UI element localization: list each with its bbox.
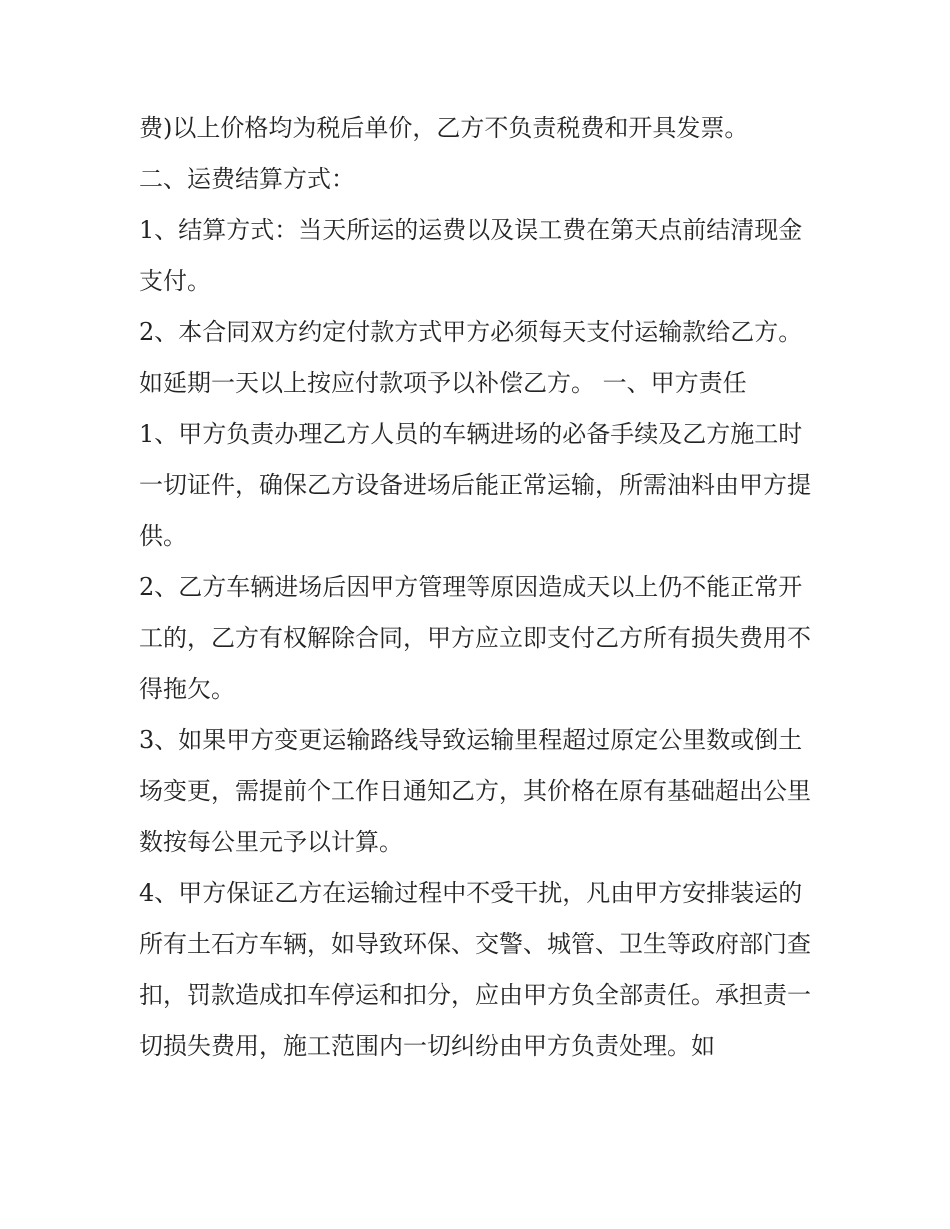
paragraph: 1、甲方负责办理乙方人员的车辆进场的必备手续及乙方施工时一切证件，确保乙方设备进场后能正常运输，所需油料由甲方提供。 — [139, 420, 811, 550]
paragraph: 2、本合同双方约定付款方式甲方必须每天支付运输款给乙方。如延期一天以上按应付款项予以补偿乙方。 一、甲方责任 — [139, 318, 803, 397]
paragraph: 2、乙方车辆进场后因甲方管理等原因造成天以上仍不能正常开工的，乙方有权解除合同，甲方应立即支付乙方所有损失费用不得拖欠。 — [139, 573, 811, 703]
paragraph: 3、如果甲方变更运输路线导致运输里程超过原定公里数或倒土场变更，需提前个工作日通知乙方，其价格在原有基础超出公里数按每公里元予以计算。 — [139, 726, 811, 856]
paragraph: 费)以上价格均为税后单价，乙方不负责税费和开具发票。 — [139, 114, 749, 142]
paragraph: 4、甲方保证乙方在运输过程中不受干扰，凡由甲方安排装运的所有土石方车辆，如导致环保、交警、城管、卫生等政府部门查扣，罚款造成扣车停运和扣分，应由甲方负全部责任。承担责一切损失费用，施工范围内一切纠纷由甲方负责处理。如 — [139, 879, 811, 1060]
paragraph: 1、结算方式：当天所运的运费以及误工费在第天点前结清现金支付。 — [139, 216, 803, 295]
document-body — [139, 103, 819, 1072]
section-heading-settlement: 二、运费结算方式： — [139, 165, 355, 193]
